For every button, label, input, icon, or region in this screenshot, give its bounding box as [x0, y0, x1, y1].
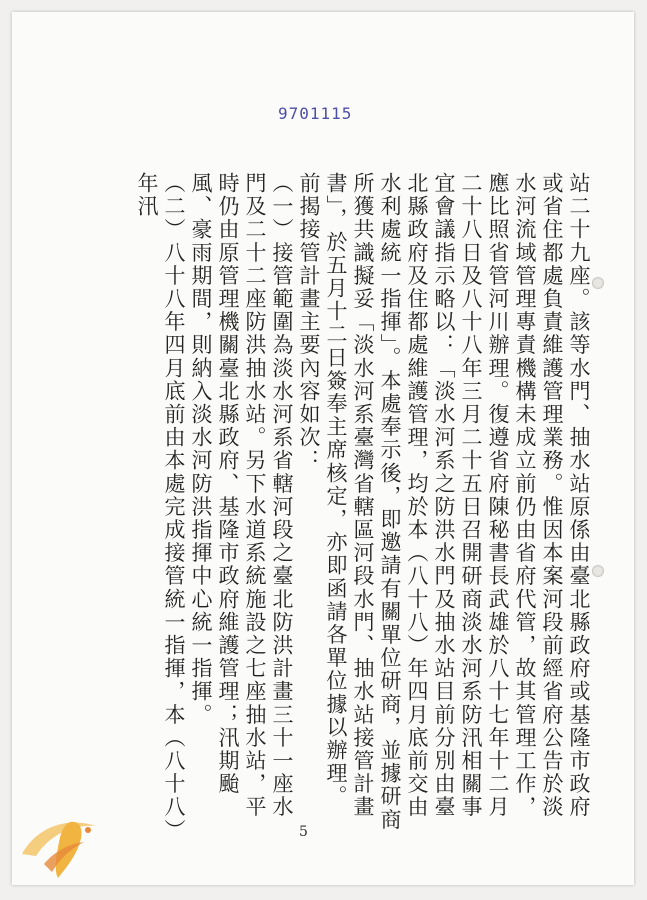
logo-dot [85, 827, 91, 833]
page-number: 5 [299, 824, 308, 840]
document-body [52, 172, 592, 832]
binder-hole-top [592, 277, 604, 289]
document-number: 9701115 [278, 104, 353, 123]
paragraph-1: 站二十九座。該等水門、抽水站原係由臺北縣政府或基隆市政府或省住都處負責維護管理業務。惟因本案河段前經省府公告於淡水河流域管理專責機構未成立前仍由省府代管，故其管理工作，應比照省管河川辦理。復遵省府陳秘書長武雄於八十七年十二月二十八日及八十八年三月二十五日召開研商淡水河系防汛相關事宜會議指示略以：「淡水河系之防洪水門及抽水站目前分別由臺北縣政府及住都處維護管理，均於本（八十八）年四月底前交由水利處統一指揮」。本處奉示後，即邀請有關單位研商，並據研商所獲共識擬妥「淡水河系臺灣省轄區河段水門、抽水站接管計畫書」，於五月十二日簽奉主席核定，亦即函請各單位據以辦理。 [324, 172, 591, 832]
paragraph-3: （一）接管範圍為淡水河系省轄河段之臺北防洪計畫三十一座水門及二十二座防洪抽水站。另下水道系統施設之七座抽水站，平時仍由原管理機關臺北縣政府、基隆市政府維護管理；汛期颱風、豪雨期間，則納入淡水河防洪指揮中心統一指揮。 [189, 172, 294, 819]
paragraph-2: 前揭接管計畫主要內容如次： [297, 172, 321, 473]
binder-hole-bottom [592, 565, 604, 577]
taiwan-map-logo [14, 808, 106, 884]
document-page [12, 12, 634, 885]
paragraph-4: （二）八十八年四月底前由本處完成接管統一指揮，本（八十八）年汛 [135, 172, 186, 832]
